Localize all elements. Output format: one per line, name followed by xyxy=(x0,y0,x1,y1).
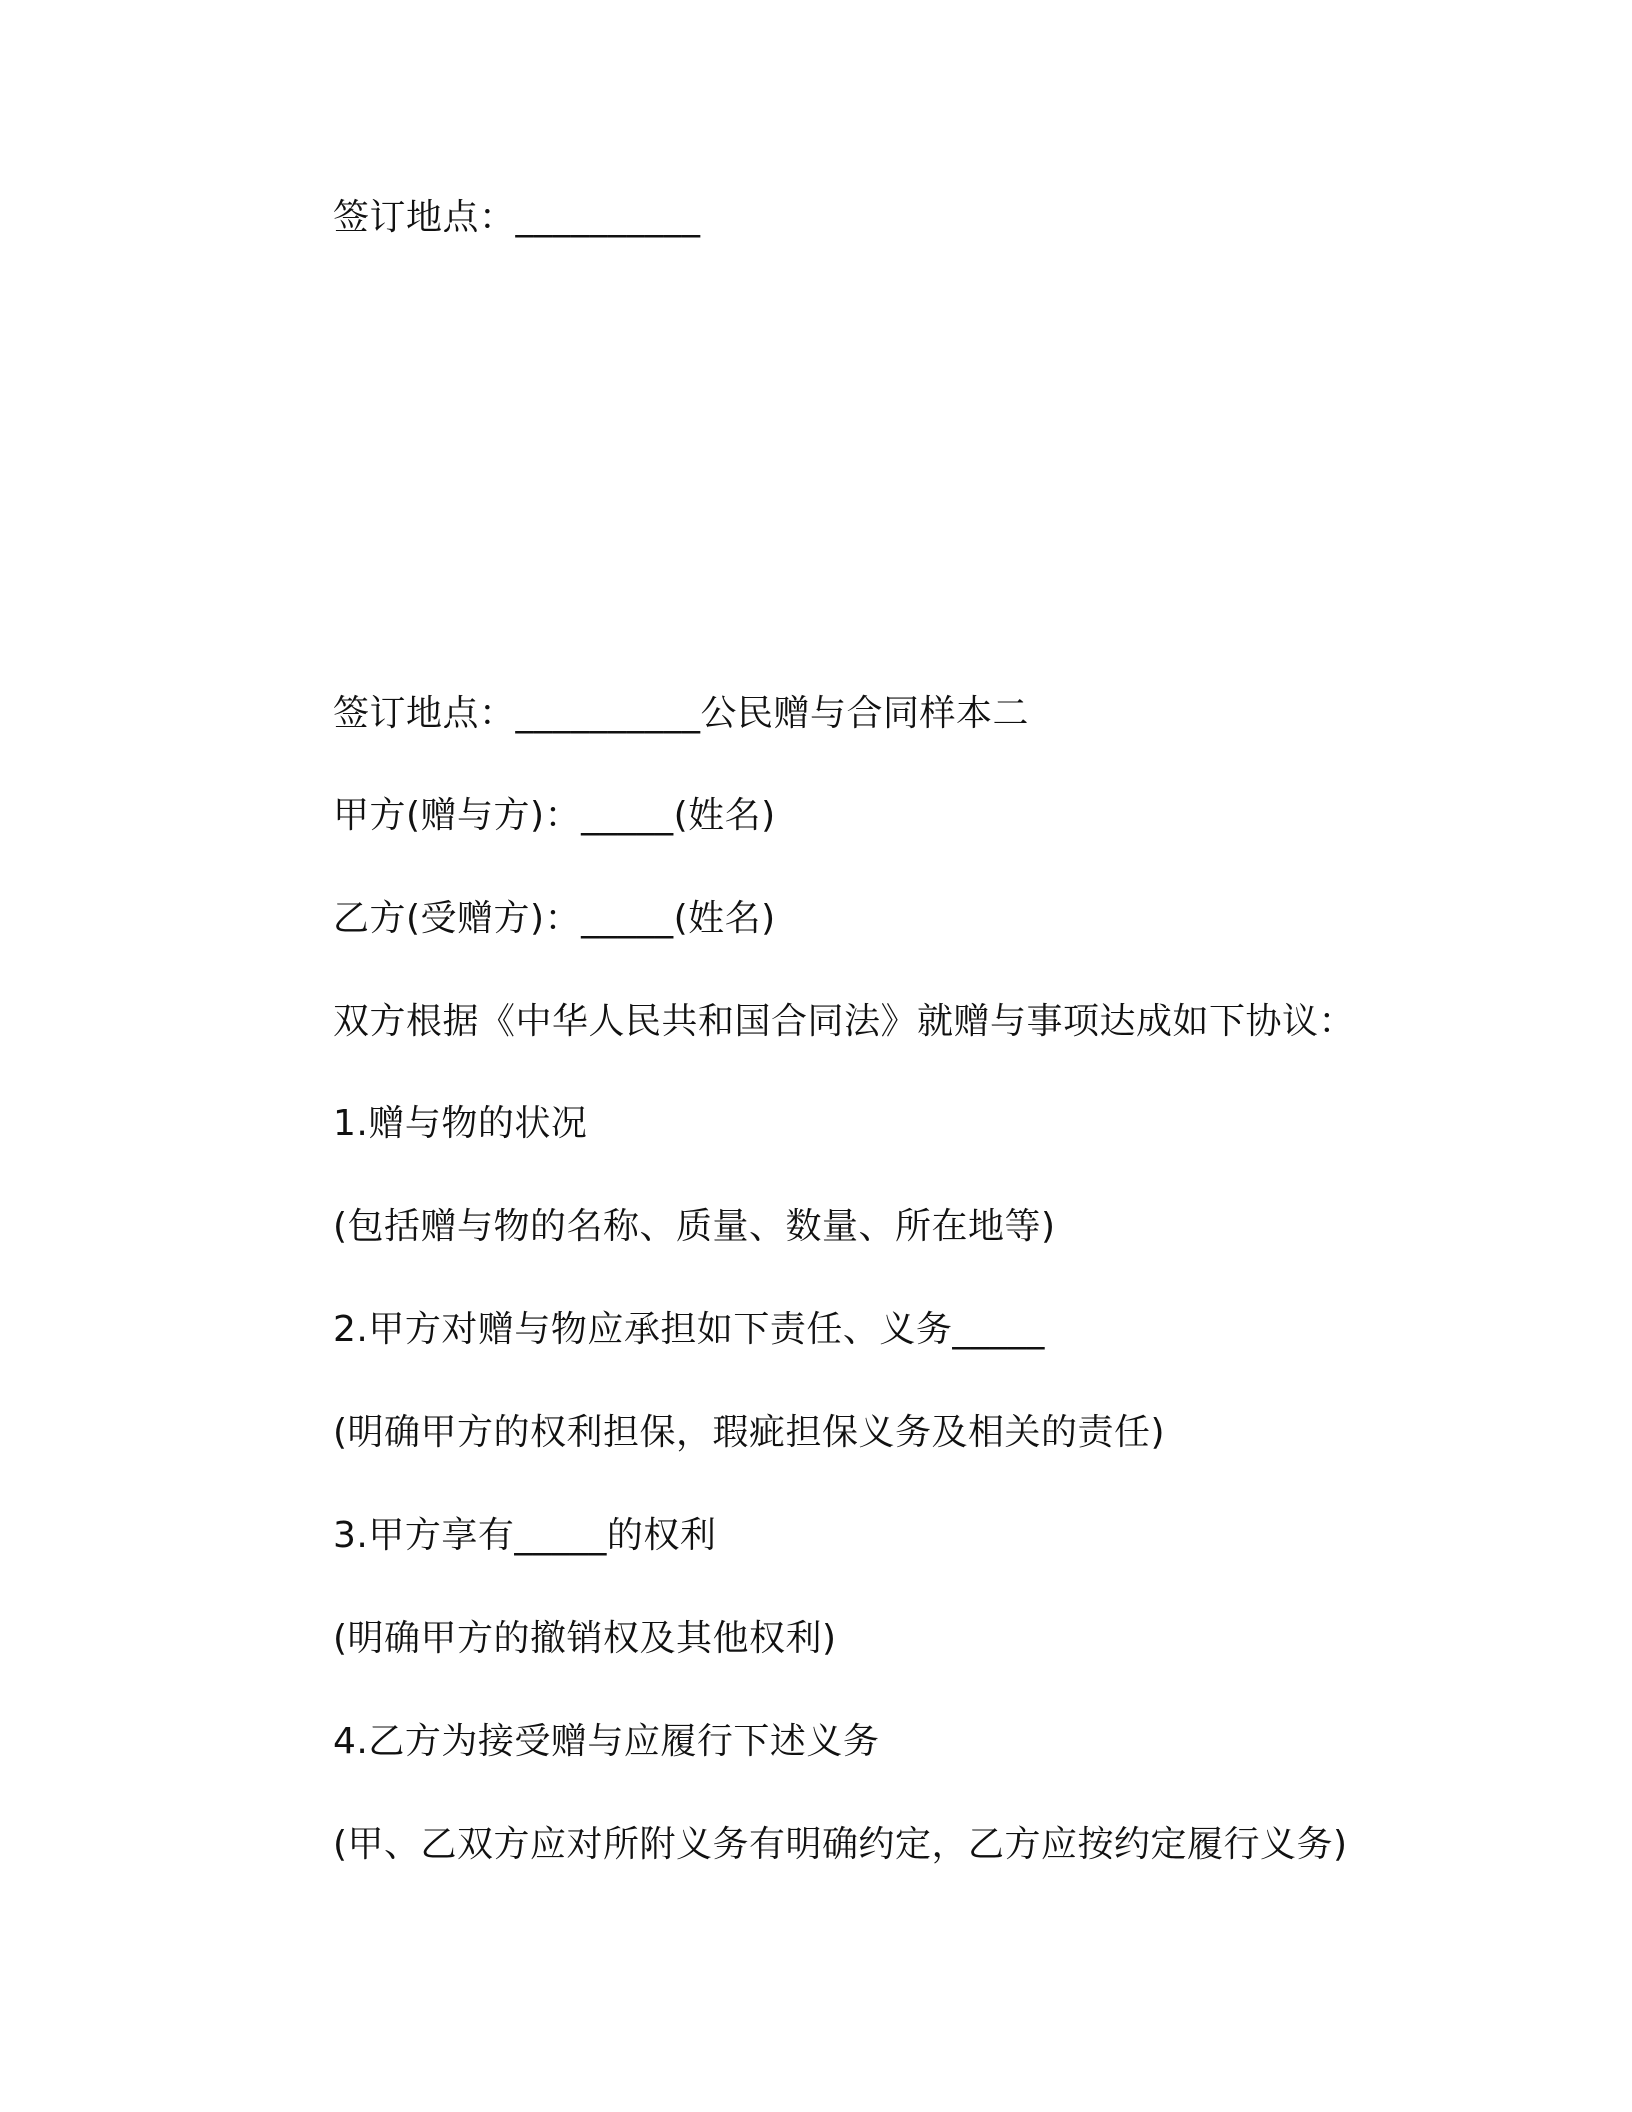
clause-1-note: (包括赠与物的名称、质量、数量、所在地等) xyxy=(333,1206,1056,1247)
agreement-intro-line: 双方根据《中华人民共和国合同法》就赠与事项达成如下协议： xyxy=(333,1001,1356,1042)
signing-location-line-2: 签订地点：__________公民赠与合同样本二 xyxy=(333,693,1030,734)
clause-4-note: (甲、乙双方应对所附义务有明确约定，乙方应按约定履行义务) xyxy=(333,1824,1348,1865)
clause-2-note: (明确甲方的权利担保，瑕疵担保义务及相关的责任) xyxy=(333,1412,1166,1453)
clause-4-heading: 4.乙方为接受赠与应履行下述义务 xyxy=(333,1721,880,1762)
signing-location-line-1: 签订地点：__________ xyxy=(333,197,701,238)
party-b-donee-line: 乙方(受赠方)：_____(姓名) xyxy=(333,898,776,939)
clause-1-heading: 1.赠与物的状况 xyxy=(333,1103,588,1144)
clause-3-note: (明确甲方的撤销权及其他权利) xyxy=(333,1618,837,1659)
clause-2-heading: 2.甲方对赠与物应承担如下责任、义务_____ xyxy=(333,1309,1045,1350)
clause-3-heading: 3.甲方享有_____的权利 xyxy=(333,1515,717,1556)
party-a-donor-line: 甲方(赠与方)：_____(姓名) xyxy=(333,795,776,836)
